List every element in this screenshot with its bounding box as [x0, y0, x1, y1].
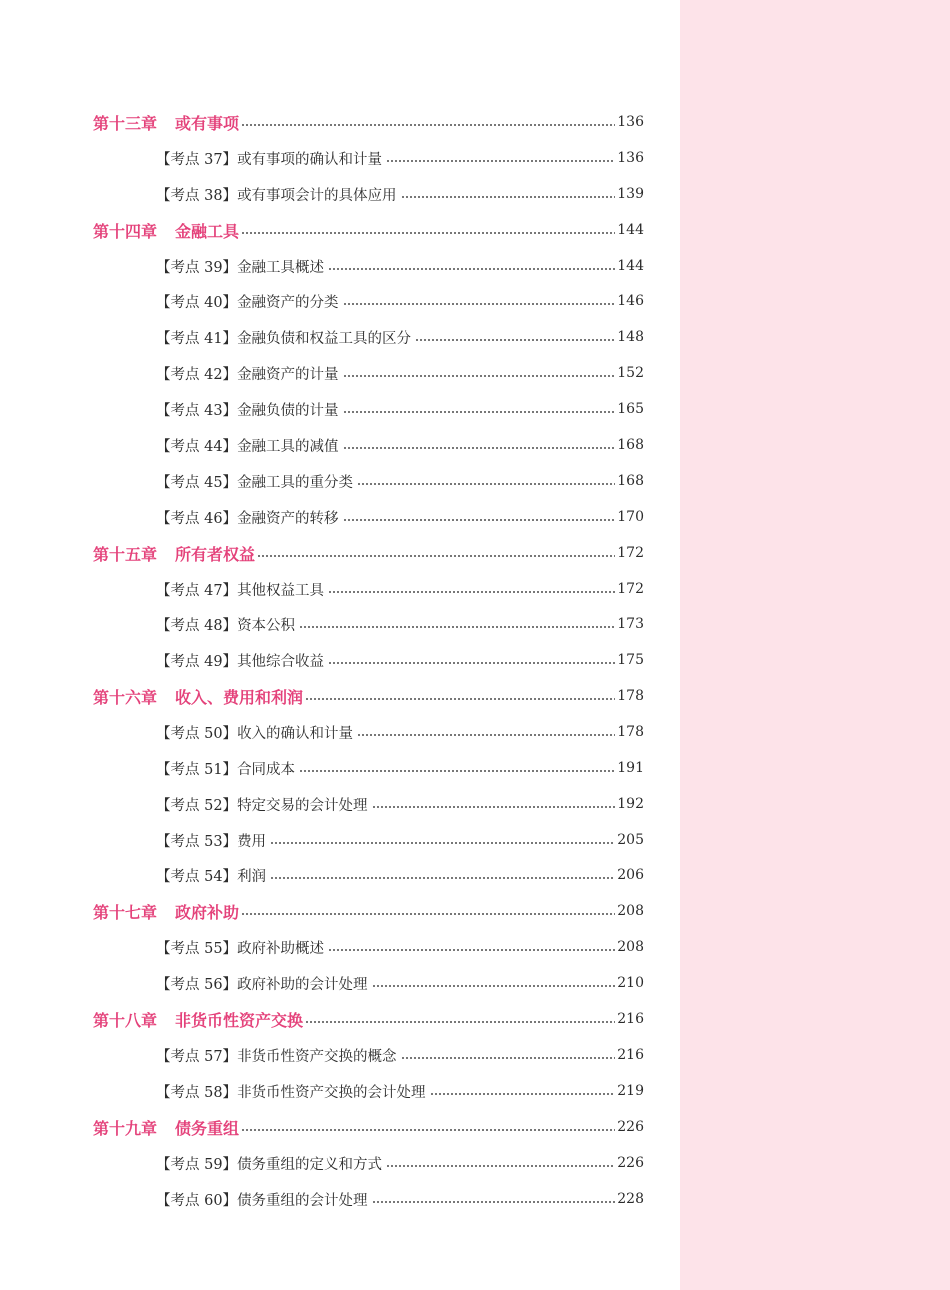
- exam-point-title: 金融资产的计量: [237, 366, 339, 383]
- chapter-number: 第十四章: [93, 221, 158, 241]
- toc-entry-label: [156, 794, 368, 815]
- page-number: 152: [617, 365, 644, 381]
- chapter-number: 第十九章: [93, 1118, 158, 1138]
- toc-item-row[interactable]: [156, 828, 644, 852]
- toc-item-row[interactable]: [156, 361, 644, 385]
- page-number: 175: [617, 652, 644, 668]
- toc-entry-label: [156, 579, 324, 600]
- dot-leader: [328, 591, 615, 593]
- exam-point-number: 【考点 59】: [156, 1156, 238, 1173]
- exam-point-title: 费用: [237, 833, 267, 850]
- dot-leader: [343, 375, 616, 377]
- toc-entry-label: [156, 1153, 382, 1174]
- page-number: 178: [617, 724, 644, 740]
- toc-entry-label: [156, 1045, 397, 1066]
- dot-leader: [299, 770, 615, 772]
- exam-point-number: 【考点 53】: [156, 833, 238, 850]
- toc-entry-label: [93, 900, 239, 923]
- page-number: 165: [617, 401, 644, 417]
- page-number: 136: [617, 150, 644, 166]
- toc-item-row[interactable]: [156, 469, 644, 493]
- page-number: 191: [617, 760, 644, 776]
- dot-leader: [270, 842, 615, 844]
- toc-entry-label: [93, 1116, 239, 1139]
- page-number: 172: [617, 581, 644, 597]
- toc-entry-label: [156, 184, 397, 205]
- exam-point-title: 金融工具概述: [237, 259, 325, 276]
- exam-point-number: 【考点 37】: [156, 151, 238, 168]
- exam-point-number: 【考点 42】: [156, 366, 238, 383]
- toc-entry-label: [156, 399, 339, 420]
- dot-leader: [357, 734, 615, 736]
- page-number: 173: [617, 616, 644, 632]
- exam-point-number: 【考点 40】: [156, 294, 238, 311]
- exam-point-title: 金融资产的分类: [237, 294, 339, 311]
- dot-leader: [357, 483, 615, 485]
- page-number: 192: [617, 796, 644, 812]
- toc-item-row[interactable]: [156, 325, 644, 349]
- dot-leader: [328, 949, 615, 951]
- toc-entry-label: [93, 219, 239, 242]
- chapter-title: 收入、费用和利润: [175, 687, 304, 707]
- exam-point-title: 政府补助概述: [237, 940, 325, 957]
- exam-point-number: 【考点 56】: [156, 976, 238, 993]
- exam-point-number: 【考点 57】: [156, 1048, 238, 1065]
- side-decoration-band: [680, 0, 950, 1290]
- exam-point-title: 非货币性资产交换的会计处理: [237, 1084, 426, 1101]
- toc-item-row[interactable]: [156, 505, 644, 529]
- dot-leader: [241, 124, 615, 126]
- toc-entry-label: [156, 291, 339, 312]
- page-number: 148: [617, 329, 644, 345]
- exam-point-number: 【考点 38】: [156, 187, 238, 204]
- chapter-number: 第十三章: [93, 113, 158, 133]
- exam-point-number: 【考点 49】: [156, 653, 238, 670]
- exam-point-title: 金融负债的计量: [237, 402, 339, 419]
- exam-point-number: 【考点 58】: [156, 1084, 238, 1101]
- dot-leader: [415, 339, 615, 341]
- exam-point-title: 债务重组的定义和方式: [237, 1156, 383, 1173]
- toc-chapter-row[interactable]: [93, 110, 644, 134]
- page-number: 205: [617, 832, 644, 848]
- toc-item-row[interactable]: [156, 720, 644, 744]
- exam-point-number: 【考点 48】: [156, 617, 238, 634]
- toc-item-row[interactable]: [156, 1187, 644, 1211]
- chapter-number: 第十八章: [93, 1010, 158, 1030]
- toc-entry-label: [156, 363, 339, 384]
- toc-item-row[interactable]: [156, 433, 644, 457]
- dot-leader: [241, 232, 615, 234]
- toc-entry-label: [156, 865, 266, 886]
- chapter-title: 或有事项: [175, 113, 240, 133]
- toc-entry-label: [156, 758, 295, 779]
- chapter-number: 第十五章: [93, 544, 158, 564]
- page-number: 226: [617, 1119, 644, 1135]
- toc-entry-label: [156, 327, 411, 348]
- toc-entry-label: [156, 148, 382, 169]
- dot-leader: [372, 985, 616, 987]
- exam-point-title: 或有事项的确认和计量: [237, 151, 383, 168]
- page-number: 226: [617, 1155, 644, 1171]
- toc-item-row[interactable]: [156, 648, 644, 672]
- page-number: 219: [617, 1083, 644, 1099]
- toc-item-row[interactable]: [156, 182, 644, 206]
- dot-leader: [343, 519, 616, 521]
- exam-point-title: 金融工具的重分类: [237, 474, 354, 491]
- exam-point-title: 特定交易的会计处理: [237, 797, 368, 814]
- dot-leader: [299, 626, 615, 628]
- page-number: 208: [617, 939, 644, 955]
- toc-entry-label: [156, 650, 324, 671]
- toc-entry-label: [93, 685, 303, 708]
- toc-chapter-row[interactable]: [93, 541, 644, 565]
- exam-point-title: 金融负债和权益工具的区分: [237, 330, 412, 347]
- exam-point-title: 利润: [237, 868, 267, 885]
- toc-entry-label: [93, 111, 239, 134]
- toc-chapter-row[interactable]: [93, 1007, 644, 1031]
- exam-point-number: 【考点 47】: [156, 582, 238, 599]
- toc-entry-label: [156, 937, 324, 958]
- dot-leader: [386, 1165, 615, 1167]
- toc-item-row[interactable]: [156, 971, 644, 995]
- page-number: 178: [617, 688, 644, 704]
- dot-leader: [372, 1201, 616, 1203]
- exam-point-number: 【考点 44】: [156, 438, 238, 455]
- toc-item-row[interactable]: [156, 612, 644, 636]
- toc-item-row[interactable]: [156, 254, 644, 278]
- toc-entry-label: [156, 973, 368, 994]
- dot-leader: [305, 698, 615, 700]
- toc-entry-label: [93, 542, 255, 565]
- toc-item-row[interactable]: [156, 1043, 644, 1067]
- toc-item-row[interactable]: [156, 146, 644, 170]
- toc-entry-label: [156, 471, 353, 492]
- exam-point-number: 【考点 41】: [156, 330, 238, 347]
- dot-leader: [257, 555, 615, 557]
- toc-item-row[interactable]: [156, 935, 644, 959]
- dot-leader: [241, 913, 615, 915]
- page-number: 139: [617, 186, 644, 202]
- chapter-title: 债务重组: [175, 1118, 240, 1138]
- dot-leader: [343, 447, 616, 449]
- exam-point-number: 【考点 45】: [156, 474, 238, 491]
- exam-point-number: 【考点 55】: [156, 940, 238, 957]
- page-number: 216: [617, 1011, 644, 1027]
- chapter-title: 政府补助: [175, 902, 240, 922]
- toc-item-row[interactable]: [156, 1079, 644, 1103]
- toc-entry-label: [156, 1189, 368, 1210]
- exam-point-number: 【考点 39】: [156, 259, 238, 276]
- page-number: 210: [617, 975, 644, 991]
- toc-chapter-row[interactable]: [93, 899, 644, 923]
- page-number: 170: [617, 509, 644, 525]
- exam-point-title: 或有事项会计的具体应用: [237, 187, 397, 204]
- exam-point-number: 【考点 54】: [156, 868, 238, 885]
- chapter-number: 第十六章: [93, 687, 158, 707]
- dot-leader: [241, 1129, 615, 1131]
- chapter-title: 非货币性资产交换: [175, 1010, 304, 1030]
- dot-leader: [430, 1093, 616, 1095]
- exam-point-title: 其他权益工具: [237, 582, 325, 599]
- exam-point-title: 债务重组的会计处理: [237, 1192, 368, 1209]
- dot-leader: [305, 1021, 615, 1023]
- exam-point-number: 【考点 50】: [156, 725, 238, 742]
- toc-entry-label: [156, 435, 339, 456]
- page-number: 136: [617, 114, 644, 130]
- page-number: 146: [617, 293, 644, 309]
- dot-leader: [401, 1057, 616, 1059]
- dot-leader: [328, 268, 615, 270]
- exam-point-title: 合同成本: [237, 761, 296, 778]
- exam-point-title: 收入的确认和计量: [237, 725, 354, 742]
- dot-leader: [328, 662, 615, 664]
- exam-point-number: 【考点 52】: [156, 797, 238, 814]
- toc-chapter-row[interactable]: [93, 684, 644, 708]
- exam-point-title: 金融工具的减值: [237, 438, 339, 455]
- page-number: 144: [617, 258, 644, 274]
- dot-leader: [270, 877, 615, 879]
- exam-point-title: 非货币性资产交换的概念: [237, 1048, 397, 1065]
- exam-point-title: 资本公积: [237, 617, 296, 634]
- dot-leader: [343, 411, 616, 413]
- exam-point-title: 其他综合收益: [237, 653, 325, 670]
- page-number: 172: [617, 545, 644, 561]
- toc-item-row[interactable]: [156, 577, 644, 601]
- toc-item-row[interactable]: [156, 792, 644, 816]
- dot-leader: [386, 160, 615, 162]
- chapter-title: 所有者权益: [175, 544, 256, 564]
- dot-leader: [372, 806, 616, 808]
- page-number: 228: [617, 1191, 644, 1207]
- chapter-number: 第十七章: [93, 902, 158, 922]
- page-number: 168: [617, 473, 644, 489]
- toc-chapter-row[interactable]: [93, 1115, 644, 1139]
- page-number: 206: [617, 867, 644, 883]
- exam-point-number: 【考点 60】: [156, 1192, 238, 1209]
- toc-item-row[interactable]: [156, 863, 644, 887]
- exam-point-number: 【考点 46】: [156, 510, 238, 527]
- toc-item-row[interactable]: [156, 289, 644, 313]
- dot-leader: [343, 303, 616, 305]
- toc-entry-label: [156, 507, 339, 528]
- toc-item-row[interactable]: [156, 1151, 644, 1175]
- page-number: 208: [617, 903, 644, 919]
- toc-entry-label: [156, 1081, 426, 1102]
- toc-item-row[interactable]: [156, 756, 644, 780]
- dot-leader: [401, 196, 616, 198]
- exam-point-number: 【考点 43】: [156, 402, 238, 419]
- exam-point-number: 【考点 51】: [156, 761, 238, 778]
- toc-entry-label: [156, 722, 353, 743]
- exam-point-title: 政府补助的会计处理: [237, 976, 368, 993]
- toc-entry-label: [156, 614, 295, 635]
- toc-chapter-row[interactable]: [93, 218, 644, 242]
- page-number: 216: [617, 1047, 644, 1063]
- toc-entry-label: [156, 830, 266, 851]
- chapter-title: 金融工具: [175, 221, 240, 241]
- toc-entry-label: [93, 1008, 303, 1031]
- toc-item-row[interactable]: [156, 397, 644, 421]
- page-number: 144: [617, 222, 644, 238]
- toc-entry-label: [156, 256, 324, 277]
- page-number: 168: [617, 437, 644, 453]
- exam-point-title: 金融资产的转移: [237, 510, 339, 527]
